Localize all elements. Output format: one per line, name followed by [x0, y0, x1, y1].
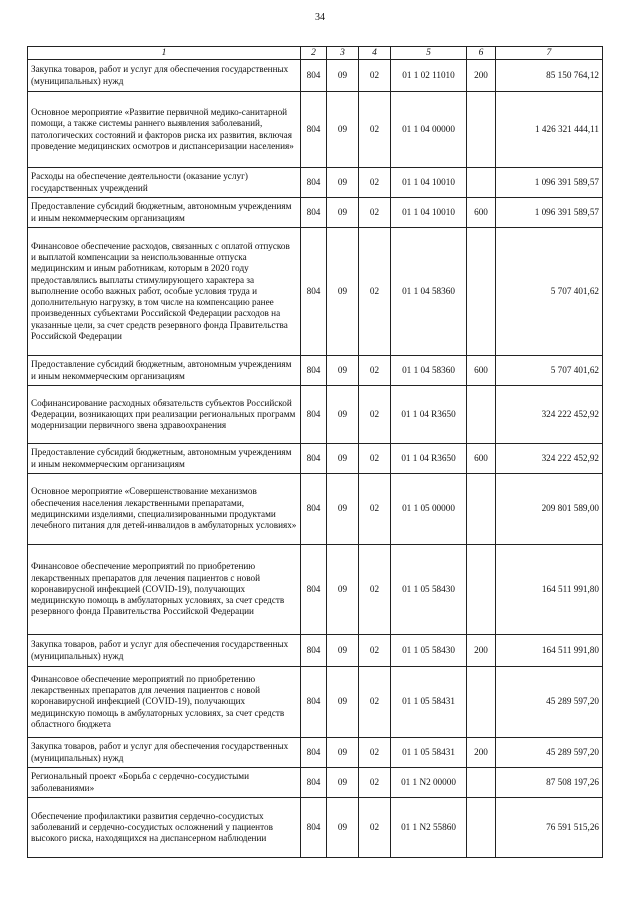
expense-type-code: [467, 168, 496, 198]
ministry-code: 804: [301, 444, 327, 474]
expense-type-code: [467, 667, 496, 738]
expense-type-code: 600: [467, 198, 496, 228]
expense-name: Предоставление субсидий бюджетным, автономным учреждениям и иным некоммерческим организациям: [28, 356, 301, 386]
subsection-code: 02: [359, 92, 391, 168]
table-row: [28, 356, 603, 386]
amount: 5 707 401,62: [496, 228, 603, 356]
section-code: 09: [327, 228, 359, 356]
table-row: [28, 768, 603, 798]
expense-type-code: 600: [467, 444, 496, 474]
ministry-code: 804: [301, 386, 327, 444]
section-code: 09: [327, 798, 359, 858]
target-article-code: 01 1 04 R3650: [391, 386, 467, 444]
ministry-code: 804: [301, 228, 327, 356]
ministry-code: 804: [301, 92, 327, 168]
table-row: [28, 198, 603, 228]
expense-type-code: 600: [467, 356, 496, 386]
ministry-code: 804: [301, 635, 327, 667]
expense-name: Закупка товаров, работ и услуг для обеспечения государственных (муниципальных) нужд: [28, 738, 301, 768]
expense-name: Предоставление субсидий бюджетным, автономным учреждениям и иным некоммерческим организациям: [28, 444, 301, 474]
target-article-code: 01 1 04 10010: [391, 168, 467, 198]
section-code: 09: [327, 635, 359, 667]
subsection-code: 02: [359, 667, 391, 738]
amount: 5 707 401,62: [496, 356, 603, 386]
section-code: 09: [327, 738, 359, 768]
subsection-code: 02: [359, 386, 391, 444]
section-code: 09: [327, 356, 359, 386]
expense-type-code: [467, 768, 496, 798]
amount: 324 222 452,92: [496, 386, 603, 444]
subsection-code: 02: [359, 168, 391, 198]
target-article-code: 01 1 05 58431: [391, 667, 467, 738]
amount: 164 511 991,80: [496, 635, 603, 667]
target-article-code: 01 1 N2 55860: [391, 798, 467, 858]
target-article-code: 01 1 02 11010: [391, 60, 467, 92]
target-article-code: 01 1 05 58430: [391, 545, 467, 635]
table-row: [28, 798, 603, 858]
section-code: 09: [327, 545, 359, 635]
table-row: [28, 667, 603, 738]
expense-name: Финансовое обеспечение расходов, связанных с оплатой отпусков и выплатой компенсации за неиспользованные отпуска медицинским и иным работникам, которым в 2020 году предоставлялись выплаты стимулирующего характера за выполнение особо важных работ, особые условия труда и дополнительную нагрузку, в том числе на компенсацию ранее произведенных субъектами Российской Федерации расходов на указанные цели, за счет средств резервного фонда Правительства Российской Федерации: [28, 228, 301, 356]
amount: 87 508 197,26: [496, 768, 603, 798]
expense-type-code: [467, 228, 496, 356]
subsection-code: 02: [359, 798, 391, 858]
amount: 85 150 764,12: [496, 60, 603, 92]
subsection-code: 02: [359, 738, 391, 768]
amount: 76 591 515,26: [496, 798, 603, 858]
table-row: [28, 168, 603, 198]
column-header: 3: [327, 47, 359, 60]
target-article-code: 01 1 04 00000: [391, 92, 467, 168]
amount: 209 801 589,00: [496, 474, 603, 545]
ministry-code: 804: [301, 60, 327, 92]
amount: 324 222 452,92: [496, 444, 603, 474]
table-row: [28, 545, 603, 635]
expense-type-code: 200: [467, 60, 496, 92]
column-header: 1: [28, 47, 301, 60]
subsection-code: 02: [359, 228, 391, 356]
expense-type-code: [467, 545, 496, 635]
expense-type-code: [467, 798, 496, 858]
expense-type-code: 200: [467, 635, 496, 667]
subsection-code: 02: [359, 356, 391, 386]
ministry-code: 804: [301, 198, 327, 228]
subsection-code: 02: [359, 474, 391, 545]
column-header: 7: [496, 47, 603, 60]
expense-name: Обеспечение профилактики развития сердечно-сосудистых заболеваний и сердечно-сосудистых осложнений у пациентов высокого риска, находящихся на диспансерном наблюдении: [28, 798, 301, 858]
target-article-code: 01 1 04 10010: [391, 198, 467, 228]
section-code: 09: [327, 386, 359, 444]
ministry-code: 804: [301, 738, 327, 768]
section-code: 09: [327, 667, 359, 738]
table-row: [28, 386, 603, 444]
ministry-code: 804: [301, 768, 327, 798]
expense-name: Основное мероприятие «Развитие первичной медико-санитарной помощи, а также системы раннего выявления заболеваний, патологических состояний и факторов риска их развития, включая проведение медицинских осмотров и диспансеризации населения»: [28, 92, 301, 168]
section-code: 09: [327, 60, 359, 92]
subsection-code: 02: [359, 60, 391, 92]
expense-name: Закупка товаров, работ и услуг для обеспечения государственных (муниципальных) нужд: [28, 60, 301, 92]
expense-type-code: [467, 92, 496, 168]
table-row: [28, 474, 603, 545]
section-code: 09: [327, 168, 359, 198]
expense-type-code: 200: [467, 738, 496, 768]
expense-type-code: [467, 386, 496, 444]
subsection-code: 02: [359, 635, 391, 667]
expense-type-code: [467, 474, 496, 545]
table-row: [28, 738, 603, 768]
table-row: [28, 444, 603, 474]
table-row: [28, 635, 603, 667]
column-header: 5: [391, 47, 467, 60]
target-article-code: 01 1 05 00000: [391, 474, 467, 545]
ministry-code: 804: [301, 545, 327, 635]
ministry-code: 804: [301, 667, 327, 738]
amount: 1 426 321 444,11: [496, 92, 603, 168]
section-code: 09: [327, 768, 359, 798]
expense-name: Финансовое обеспечение мероприятий по приобретению лекарственных препаратов для лечения пациентов с новой коронавирусной инфекцией (COVID-19), получающих медицинскую помощь в амбулаторных условиях, за счет средств резервного фонда Правительства Российской Федерации: [28, 545, 301, 635]
target-article-code: 01 1 05 58430: [391, 635, 467, 667]
expense-name: Софинансирование расходных обязательств субъектов Российской Федерации, возникающих при реализации региональных программ модернизации первичного звена здравоохранения: [28, 386, 301, 444]
target-article-code: 01 1 04 58360: [391, 356, 467, 386]
section-code: 09: [327, 92, 359, 168]
expense-name: Основное мероприятие «Совершенствование механизмов обеспечения населения лекарственными препаратами, медицинскими изделиями, специализированными продуктами лечебного питания для детей-инвалидов в амбулаторных условиях»: [28, 474, 301, 545]
expense-name: Закупка товаров, работ и услуг для обеспечения государственных (муниципальных) нужд: [28, 635, 301, 667]
section-code: 09: [327, 474, 359, 545]
amount: 1 096 391 589,57: [496, 168, 603, 198]
ministry-code: 804: [301, 798, 327, 858]
ministry-code: 804: [301, 356, 327, 386]
amount: 45 289 597,20: [496, 738, 603, 768]
expense-name: Финансовое обеспечение мероприятий по приобретению лекарственных препаратов для лечения пациентов с новой коронавирусной инфекцией (COVID-19), получающих медицинскую помощь в амбулаторных условиях, за счет средств областного бюджета: [28, 667, 301, 738]
target-article-code: 01 1 04 58360: [391, 228, 467, 356]
section-code: 09: [327, 198, 359, 228]
subsection-code: 02: [359, 768, 391, 798]
page-number: 34: [315, 12, 325, 23]
expense-name: Предоставление субсидий бюджетным, автономным учреждениям и иным некоммерческим организациям: [28, 198, 301, 228]
column-header: 2: [301, 47, 327, 60]
subsection-code: 02: [359, 198, 391, 228]
ministry-code: 804: [301, 168, 327, 198]
target-article-code: 01 1 04 R3650: [391, 444, 467, 474]
expense-name: Расходы на обеспечение деятельности (оказание услуг) государственных учреждений: [28, 168, 301, 198]
table-row: [28, 228, 603, 356]
expense-name: Региональный проект «Борьба с сердечно-сосудистыми заболеваниями»: [28, 768, 301, 798]
column-header: 4: [359, 47, 391, 60]
amount: 1 096 391 589,57: [496, 198, 603, 228]
subsection-code: 02: [359, 444, 391, 474]
amount: 45 289 597,20: [496, 667, 603, 738]
table-row: [28, 60, 603, 92]
table-header-row: [28, 47, 603, 60]
column-header: 6: [467, 47, 496, 60]
subsection-code: 02: [359, 545, 391, 635]
table-row: [28, 92, 603, 168]
target-article-code: 01 1 N2 00000: [391, 768, 467, 798]
target-article-code: 01 1 05 58431: [391, 738, 467, 768]
amount: 164 511 991,80: [496, 545, 603, 635]
ministry-code: 804: [301, 474, 327, 545]
budget-table: [27, 46, 603, 858]
section-code: 09: [327, 444, 359, 474]
